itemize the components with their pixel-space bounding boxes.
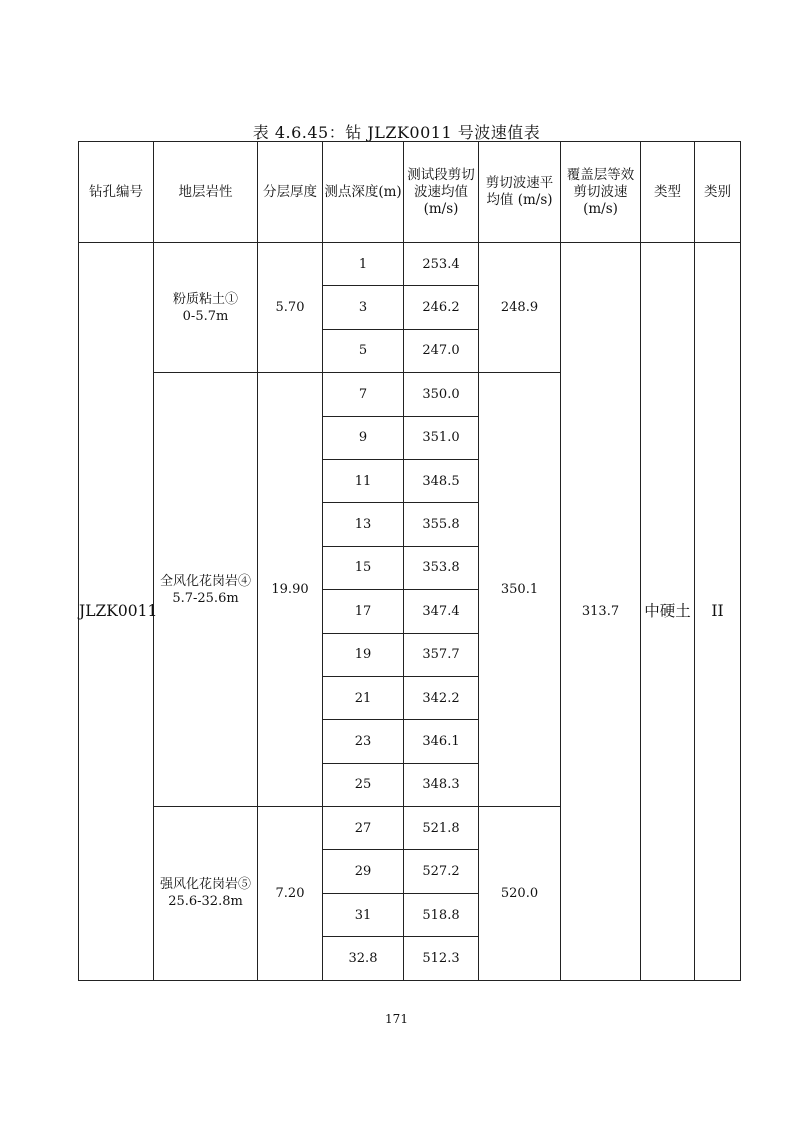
header-equivalent-velocity (561, 142, 641, 243)
depth-cell: 3 (323, 286, 404, 329)
stratum-cell (154, 807, 258, 981)
velocity-cell: 347.4 (404, 590, 479, 633)
depth-cell: 1 (323, 243, 404, 286)
average-velocity-cell: 248.9 (479, 243, 561, 373)
velocity-cell: 527.2 (404, 850, 479, 893)
page-number: 171 (385, 1012, 408, 1026)
depth-cell: 23 (323, 720, 404, 763)
velocity-cell: 351.0 (404, 416, 479, 459)
velocity-cell: 253.4 (404, 243, 479, 286)
header-row (79, 142, 741, 243)
depth-cell: 17 (323, 590, 404, 633)
stratum-range: 0-5.7m (182, 308, 229, 324)
depth-cell: 7 (323, 373, 404, 416)
header-equivalent-line3: (m/s) (583, 200, 618, 217)
table-title: 表 4.6.45：钻 JLZK0011 号波速值表 (252, 123, 541, 142)
average-velocity-cell: 520.0 (479, 807, 561, 981)
stratum-range: 5.7-25.6m (172, 590, 239, 606)
header-average-line2: 均值 (m/s) (486, 192, 553, 208)
depth-cell: 25 (323, 763, 404, 806)
stratum-name: 强风化花岗岩⑤ (159, 877, 251, 893)
average-velocity-cell: 350.1 (479, 373, 561, 807)
thickness-cell: 5.70 (258, 243, 323, 373)
header-segment-line3: (m/s) (423, 200, 459, 217)
header-thickness: 分层厚度 (258, 142, 323, 243)
velocity-cell: 357.7 (404, 633, 479, 676)
depth-cell: 29 (323, 850, 404, 893)
depth-cell: 11 (323, 459, 404, 502)
velocity-cell: 518.8 (404, 893, 479, 936)
site-category-cell: II (695, 243, 741, 981)
depth-cell: 15 (323, 546, 404, 589)
equivalent-velocity-cell: 313.7 (561, 243, 641, 981)
borehole-id: JLZK0011 (79, 243, 154, 981)
header-borehole: 钻孔编号 (79, 142, 154, 243)
velocity-cell: 342.2 (404, 676, 479, 719)
depth-cell: 31 (323, 893, 404, 936)
stratum-name: 全风化花岗岩④ (159, 573, 251, 589)
header-equivalent-line2: 剪切波速 (573, 183, 628, 200)
velocity-cell: 355.8 (404, 503, 479, 546)
header-stratum: 地层岩性 (154, 142, 258, 243)
depth-cell: 19 (323, 633, 404, 676)
stratum-name: 粉质粘土① (172, 291, 238, 307)
depth-cell: 9 (323, 416, 404, 459)
header-segment-velocity (404, 142, 479, 243)
velocity-cell: 350.0 (404, 373, 479, 416)
depth-cell: 27 (323, 807, 404, 850)
header-segment-line1: 测试段剪切 (407, 166, 475, 183)
header-segment-line2: 波速均值 (414, 183, 468, 200)
thickness-cell: 19.90 (258, 373, 323, 807)
header-equivalent-line1: 覆盖层等效 (566, 166, 635, 183)
velocity-cell: 512.3 (404, 937, 479, 980)
velocity-cell: 353.8 (404, 546, 479, 589)
header-type: 类型 (641, 142, 695, 243)
header-depth: 测点深度(m) (323, 142, 404, 243)
velocity-cell: 521.8 (404, 807, 479, 850)
stratum-range: 25.6-32.8m (168, 894, 243, 910)
site-type-cell: 中硬土 (641, 243, 695, 981)
thickness-cell: 7.20 (258, 807, 323, 981)
velocity-cell: 348.3 (404, 763, 479, 806)
table-row (79, 243, 741, 286)
depth-cell: 5 (323, 329, 404, 372)
stratum-cell (154, 243, 258, 373)
header-category: 类别 (695, 142, 741, 243)
wave-velocity-table (78, 141, 741, 981)
depth-cell: 13 (323, 503, 404, 546)
velocity-cell: 348.5 (404, 459, 479, 502)
stratum-cell (154, 373, 258, 807)
header-average-velocity (479, 142, 561, 243)
depth-cell: 21 (323, 676, 404, 719)
velocity-cell: 246.2 (404, 286, 479, 329)
header-average-line1: 剪切波速平 (485, 175, 554, 191)
velocity-cell: 247.0 (404, 329, 479, 372)
depth-cell: 32.8 (323, 937, 404, 980)
velocity-cell: 346.1 (404, 720, 479, 763)
